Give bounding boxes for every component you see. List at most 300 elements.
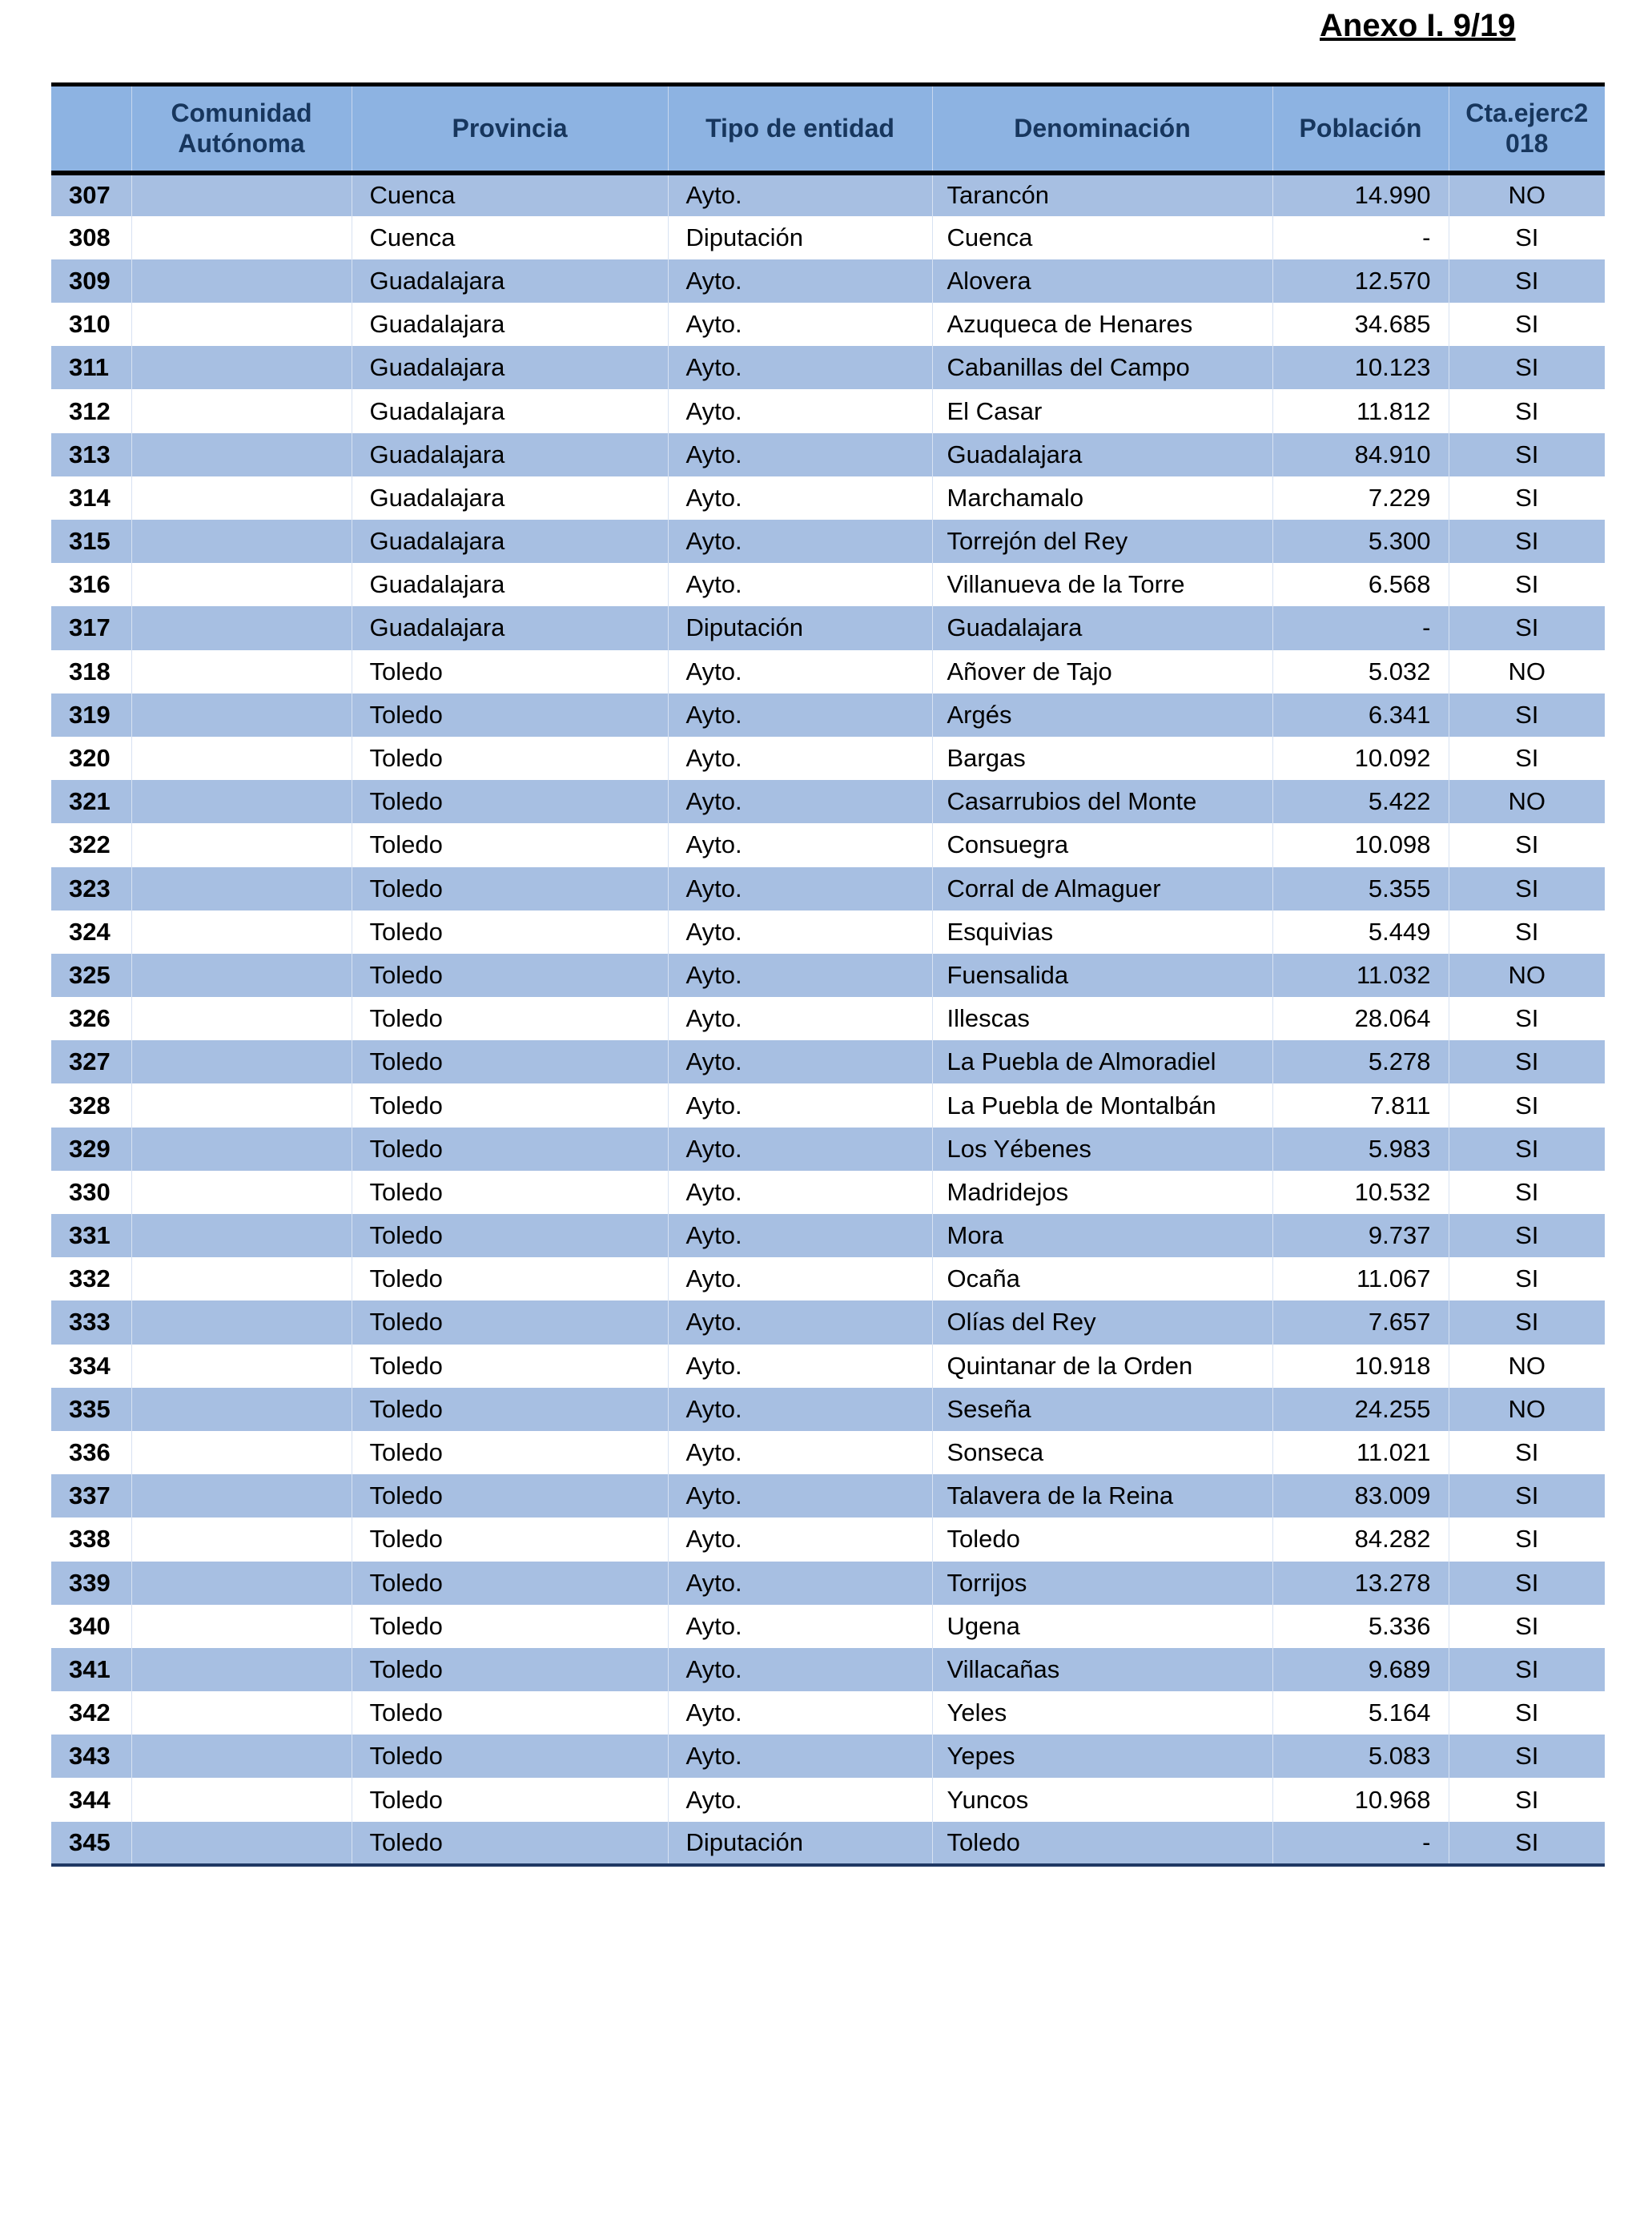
header-poblacion: Población [1272, 85, 1449, 173]
cell-denominacion: Villacañas [932, 1648, 1272, 1691]
cell-provincia: Toledo [352, 1605, 668, 1648]
cell-number: 331 [51, 1214, 131, 1257]
cell-comunidad [131, 520, 352, 563]
table-header [51, 85, 1605, 173]
cell-poblacion: 5.336 [1272, 1605, 1449, 1648]
cell-denominacion: Azuqueca de Henares [932, 303, 1272, 346]
cell-comunidad [131, 1735, 352, 1778]
cell-number: 326 [51, 997, 131, 1040]
cell-cta-ejercicio: SI [1449, 693, 1605, 737]
cell-number: 320 [51, 737, 131, 780]
table-row [51, 867, 1605, 911]
cell-denominacion: Toledo [932, 1822, 1272, 1865]
cell-denominacion: Yeles [932, 1691, 1272, 1735]
cell-poblacion: 34.685 [1272, 303, 1449, 346]
cell-number: 312 [51, 389, 131, 432]
table-row [51, 1474, 1605, 1518]
cell-poblacion: 10.532 [1272, 1171, 1449, 1214]
header-tipo-entidad: Tipo de entidad [668, 85, 932, 173]
table-row [51, 1300, 1605, 1344]
table-row [51, 433, 1605, 476]
cell-poblacion: 6.341 [1272, 693, 1449, 737]
cell-poblacion: - [1272, 216, 1449, 259]
cell-denominacion: Olías del Rey [932, 1300, 1272, 1344]
cell-provincia: Guadalajara [352, 259, 668, 303]
cell-provincia: Toledo [352, 997, 668, 1040]
cell-denominacion: Argés [932, 693, 1272, 737]
cell-comunidad [131, 1605, 352, 1648]
header-cta-ejercicio: Cta.ejerc2 018 [1449, 85, 1605, 173]
cell-comunidad [131, 216, 352, 259]
cell-tipo-entidad: Ayto. [668, 563, 932, 606]
cell-provincia: Toledo [352, 1735, 668, 1778]
cell-comunidad [131, 1040, 352, 1083]
cell-number: 338 [51, 1518, 131, 1561]
cell-cta-ejercicio: SI [1449, 606, 1605, 649]
cell-poblacion: 5.355 [1272, 867, 1449, 911]
table-row [51, 520, 1605, 563]
cell-poblacion: 7.811 [1272, 1083, 1449, 1127]
table-row [51, 1691, 1605, 1735]
cell-poblacion: 5.422 [1272, 780, 1449, 823]
cell-provincia: Guadalajara [352, 563, 668, 606]
cell-tipo-entidad: Ayto. [668, 1345, 932, 1388]
table-row [51, 954, 1605, 997]
cell-poblacion: 5.300 [1272, 520, 1449, 563]
cell-poblacion: 11.021 [1272, 1431, 1449, 1474]
cell-poblacion: 28.064 [1272, 997, 1449, 1040]
cell-tipo-entidad: Ayto. [668, 389, 932, 432]
cell-number: 314 [51, 476, 131, 520]
cell-number: 329 [51, 1128, 131, 1171]
cell-provincia: Toledo [352, 911, 668, 954]
cell-poblacion: 13.278 [1272, 1562, 1449, 1605]
cell-denominacion: Los Yébenes [932, 1128, 1272, 1171]
cell-number: 345 [51, 1822, 131, 1865]
cell-comunidad [131, 1214, 352, 1257]
table-row [51, 1083, 1605, 1127]
cell-provincia: Toledo [352, 1128, 668, 1171]
cell-comunidad [131, 259, 352, 303]
cell-cta-ejercicio: SI [1449, 1518, 1605, 1561]
cell-poblacion: - [1272, 606, 1449, 649]
cell-cta-ejercicio: SI [1449, 1562, 1605, 1605]
cell-tipo-entidad: Ayto. [668, 911, 932, 954]
cell-comunidad [131, 1431, 352, 1474]
cell-number: 328 [51, 1083, 131, 1127]
cell-comunidad [131, 997, 352, 1040]
cell-poblacion: 12.570 [1272, 259, 1449, 303]
cell-poblacion: 7.229 [1272, 476, 1449, 520]
cell-tipo-entidad: Ayto. [668, 997, 932, 1040]
cell-provincia: Guadalajara [352, 346, 668, 389]
cell-cta-ejercicio: SI [1449, 1648, 1605, 1691]
table-row [51, 1345, 1605, 1388]
cell-cta-ejercicio: SI [1449, 1474, 1605, 1518]
table-row [51, 1040, 1605, 1083]
table-row [51, 1605, 1605, 1648]
cell-comunidad [131, 1345, 352, 1388]
cell-denominacion: Añover de Tajo [932, 650, 1272, 693]
cell-provincia: Toledo [352, 1562, 668, 1605]
cell-number: 336 [51, 1431, 131, 1474]
cell-tipo-entidad: Ayto. [668, 1605, 932, 1648]
cell-tipo-entidad: Ayto. [668, 1474, 932, 1518]
cell-denominacion: Alovera [932, 259, 1272, 303]
cell-tipo-entidad: Ayto. [668, 1735, 932, 1778]
cell-denominacion: Guadalajara [932, 606, 1272, 649]
cell-poblacion: - [1272, 1822, 1449, 1865]
cell-poblacion: 11.812 [1272, 389, 1449, 432]
table-row [51, 1518, 1605, 1561]
table-row [51, 1214, 1605, 1257]
cell-poblacion: 84.282 [1272, 1518, 1449, 1561]
cell-denominacion: Mora [932, 1214, 1272, 1257]
cell-provincia: Toledo [352, 1778, 668, 1821]
cell-number: 343 [51, 1735, 131, 1778]
cell-comunidad [131, 433, 352, 476]
cell-denominacion: Villanueva de la Torre [932, 563, 1272, 606]
cell-comunidad [131, 650, 352, 693]
cell-comunidad [131, 476, 352, 520]
cell-poblacion: 83.009 [1272, 1474, 1449, 1518]
cell-provincia: Toledo [352, 1257, 668, 1300]
cell-poblacion: 5.083 [1272, 1735, 1449, 1778]
cell-denominacion: Ugena [932, 1605, 1272, 1648]
table-row [51, 737, 1605, 780]
cell-provincia: Guadalajara [352, 433, 668, 476]
cell-cta-ejercicio: NO [1449, 650, 1605, 693]
cell-poblacion: 10.918 [1272, 1345, 1449, 1388]
cell-provincia: Toledo [352, 1345, 668, 1388]
header-row [51, 85, 1605, 173]
cell-tipo-entidad: Ayto. [668, 823, 932, 866]
cell-tipo-entidad: Ayto. [668, 1431, 932, 1474]
cell-denominacion: Sonseca [932, 1431, 1272, 1474]
cell-number: 327 [51, 1040, 131, 1083]
cell-number: 318 [51, 650, 131, 693]
cell-comunidad [131, 1822, 352, 1865]
table-row [51, 259, 1605, 303]
header-comunidad: Comunidad Autónoma [131, 85, 352, 173]
cell-denominacion: Torrijos [932, 1562, 1272, 1605]
cell-denominacion: Yuncos [932, 1778, 1272, 1821]
cell-comunidad [131, 346, 352, 389]
cell-number: 311 [51, 346, 131, 389]
cell-number: 308 [51, 216, 131, 259]
cell-comunidad [131, 1300, 352, 1344]
cell-cta-ejercicio: SI [1449, 1431, 1605, 1474]
cell-cta-ejercicio: SI [1449, 737, 1605, 780]
cell-provincia: Toledo [352, 693, 668, 737]
table-row [51, 823, 1605, 866]
table-row [51, 997, 1605, 1040]
cell-cta-ejercicio: SI [1449, 1040, 1605, 1083]
cell-cta-ejercicio: SI [1449, 1691, 1605, 1735]
cell-comunidad [131, 780, 352, 823]
cell-denominacion: Bargas [932, 737, 1272, 780]
cell-cta-ejercicio: NO [1449, 954, 1605, 997]
cell-tipo-entidad: Ayto. [668, 867, 932, 911]
cell-comunidad [131, 1778, 352, 1821]
cell-comunidad [131, 1648, 352, 1691]
cell-number: 342 [51, 1691, 131, 1735]
cell-tipo-entidad: Ayto. [668, 1691, 932, 1735]
table-row [51, 1257, 1605, 1300]
cell-tipo-entidad: Diputación [668, 1822, 932, 1865]
cell-tipo-entidad: Ayto. [668, 780, 932, 823]
cell-poblacion: 9.689 [1272, 1648, 1449, 1691]
table-row [51, 693, 1605, 737]
cell-number: 332 [51, 1257, 131, 1300]
table-row [51, 606, 1605, 649]
cell-provincia: Toledo [352, 737, 668, 780]
cell-comunidad [131, 1171, 352, 1214]
table-row [51, 303, 1605, 346]
cell-provincia: Toledo [352, 1214, 668, 1257]
cell-poblacion: 7.657 [1272, 1300, 1449, 1344]
cell-tipo-entidad: Ayto. [668, 1778, 932, 1821]
cell-comunidad [131, 1518, 352, 1561]
cell-poblacion: 6.568 [1272, 563, 1449, 606]
cell-comunidad [131, 954, 352, 997]
cell-poblacion: 10.092 [1272, 737, 1449, 780]
table-row [51, 173, 1605, 216]
cell-provincia: Cuenca [352, 216, 668, 259]
cell-tipo-entidad: Ayto. [668, 1388, 932, 1431]
cell-cta-ejercicio: SI [1449, 1735, 1605, 1778]
cell-provincia: Toledo [352, 780, 668, 823]
table-row [51, 563, 1605, 606]
cell-cta-ejercicio: SI [1449, 389, 1605, 432]
cell-tipo-entidad: Ayto. [668, 954, 932, 997]
entities-table [51, 82, 1605, 1867]
cell-denominacion: Quintanar de la Orden [932, 1345, 1272, 1388]
cell-tipo-entidad: Ayto. [668, 520, 932, 563]
cell-tipo-entidad: Ayto. [668, 1083, 932, 1127]
cell-comunidad [131, 303, 352, 346]
cell-number: 315 [51, 520, 131, 563]
cell-cta-ejercicio: SI [1449, 823, 1605, 866]
cell-number: 341 [51, 1648, 131, 1691]
cell-tipo-entidad: Diputación [668, 606, 932, 649]
cell-denominacion: Tarancón [932, 173, 1272, 216]
cell-denominacion: Illescas [932, 997, 1272, 1040]
cell-provincia: Toledo [352, 823, 668, 866]
cell-cta-ejercicio: SI [1449, 911, 1605, 954]
cell-number: 337 [51, 1474, 131, 1518]
cell-tipo-entidad: Ayto. [668, 1257, 932, 1300]
table-row [51, 650, 1605, 693]
cell-cta-ejercicio: SI [1449, 563, 1605, 606]
header-provincia: Provincia [352, 85, 668, 173]
table-row [51, 1171, 1605, 1214]
cell-comunidad [131, 823, 352, 866]
cell-denominacion: Toledo [932, 1518, 1272, 1561]
cell-denominacion: El Casar [932, 389, 1272, 432]
cell-comunidad [131, 1257, 352, 1300]
cell-tipo-entidad: Ayto. [668, 346, 932, 389]
cell-poblacion: 5.164 [1272, 1691, 1449, 1735]
table-row [51, 216, 1605, 259]
cell-provincia: Toledo [352, 1518, 668, 1561]
cell-number: 324 [51, 911, 131, 954]
cell-poblacion: 5.032 [1272, 650, 1449, 693]
annex-page-title: Anexo I. 9/19 [1320, 8, 1516, 43]
cell-tipo-entidad: Ayto. [668, 1128, 932, 1171]
cell-poblacion: 84.910 [1272, 433, 1449, 476]
cell-number: 335 [51, 1388, 131, 1431]
header-number [51, 85, 131, 173]
cell-cta-ejercicio: SI [1449, 1605, 1605, 1648]
cell-denominacion: Esquivias [932, 911, 1272, 954]
cell-provincia: Toledo [352, 1040, 668, 1083]
cell-number: 310 [51, 303, 131, 346]
cell-cta-ejercicio: SI [1449, 216, 1605, 259]
cell-poblacion: 5.983 [1272, 1128, 1449, 1171]
cell-denominacion: Talavera de la Reina [932, 1474, 1272, 1518]
cell-tipo-entidad: Ayto. [668, 1562, 932, 1605]
cell-tipo-entidad: Ayto. [668, 1214, 932, 1257]
cell-tipo-entidad: Ayto. [668, 433, 932, 476]
cell-denominacion: Cuenca [932, 216, 1272, 259]
cell-denominacion: Consuegra [932, 823, 1272, 866]
cell-number: 316 [51, 563, 131, 606]
cell-tipo-entidad: Ayto. [668, 303, 932, 346]
table-body [51, 173, 1605, 1865]
cell-comunidad [131, 606, 352, 649]
cell-number: 333 [51, 1300, 131, 1344]
cell-cta-ejercicio: SI [1449, 433, 1605, 476]
cell-comunidad [131, 737, 352, 780]
cell-tipo-entidad: Ayto. [668, 693, 932, 737]
cell-provincia: Toledo [352, 867, 668, 911]
cell-poblacion: 10.123 [1272, 346, 1449, 389]
cell-tipo-entidad: Ayto. [668, 1518, 932, 1561]
table-row [51, 346, 1605, 389]
cell-cta-ejercicio: SI [1449, 1214, 1605, 1257]
cell-tipo-entidad: Ayto. [668, 1171, 932, 1214]
cell-comunidad [131, 389, 352, 432]
cell-denominacion: Corral de Almaguer [932, 867, 1272, 911]
cell-denominacion: Ocaña [932, 1257, 1272, 1300]
cell-number: 334 [51, 1345, 131, 1388]
table-row [51, 1128, 1605, 1171]
cell-comunidad [131, 1562, 352, 1605]
table-row [51, 1388, 1605, 1431]
cell-number: 325 [51, 954, 131, 997]
table-row [51, 1648, 1605, 1691]
cell-comunidad [131, 911, 352, 954]
cell-number: 323 [51, 867, 131, 911]
cell-tipo-entidad: Ayto. [668, 1040, 932, 1083]
cell-provincia: Cuenca [352, 173, 668, 216]
cell-provincia: Toledo [352, 650, 668, 693]
cell-comunidad [131, 867, 352, 911]
cell-cta-ejercicio: SI [1449, 1171, 1605, 1214]
cell-provincia: Guadalajara [352, 303, 668, 346]
table-row [51, 1735, 1605, 1778]
cell-provincia: Toledo [352, 1300, 668, 1344]
cell-provincia: Toledo [352, 1474, 668, 1518]
cell-comunidad [131, 1388, 352, 1431]
cell-poblacion: 24.255 [1272, 1388, 1449, 1431]
cell-poblacion: 5.449 [1272, 911, 1449, 954]
cell-number: 322 [51, 823, 131, 866]
cell-comunidad [131, 1128, 352, 1171]
cell-provincia: Toledo [352, 1388, 668, 1431]
cell-denominacion: Torrejón del Rey [932, 520, 1272, 563]
cell-cta-ejercicio: NO [1449, 173, 1605, 216]
cell-cta-ejercicio: SI [1449, 1257, 1605, 1300]
cell-tipo-entidad: Ayto. [668, 650, 932, 693]
cell-cta-ejercicio: NO [1449, 1388, 1605, 1431]
cell-cta-ejercicio: SI [1449, 1822, 1605, 1865]
table-row [51, 476, 1605, 520]
table-row [51, 389, 1605, 432]
cell-provincia: Toledo [352, 1648, 668, 1691]
cell-tipo-entidad: Ayto. [668, 476, 932, 520]
cell-provincia: Toledo [352, 954, 668, 997]
cell-cta-ejercicio: NO [1449, 1345, 1605, 1388]
cell-poblacion: 10.968 [1272, 1778, 1449, 1821]
cell-cta-ejercicio: SI [1449, 346, 1605, 389]
cell-cta-ejercicio: SI [1449, 520, 1605, 563]
cell-provincia: Guadalajara [352, 476, 668, 520]
table-row [51, 780, 1605, 823]
cell-number: 339 [51, 1562, 131, 1605]
cell-denominacion: Madridejos [932, 1171, 1272, 1214]
cell-provincia: Guadalajara [352, 389, 668, 432]
cell-cta-ejercicio: NO [1449, 780, 1605, 823]
cell-cta-ejercicio: SI [1449, 476, 1605, 520]
table-row [51, 1822, 1605, 1865]
cell-denominacion: Casarrubios del Monte [932, 780, 1272, 823]
cell-denominacion: La Puebla de Almoradiel [932, 1040, 1272, 1083]
cell-comunidad [131, 563, 352, 606]
cell-denominacion: Cabanillas del Campo [932, 346, 1272, 389]
cell-tipo-entidad: Ayto. [668, 1300, 932, 1344]
cell-tipo-entidad: Ayto. [668, 1648, 932, 1691]
table-row [51, 1431, 1605, 1474]
cell-tipo-entidad: Diputación [668, 216, 932, 259]
cell-comunidad [131, 1083, 352, 1127]
cell-tipo-entidad: Ayto. [668, 173, 932, 216]
cell-cta-ejercicio: SI [1449, 1128, 1605, 1171]
cell-poblacion: 5.278 [1272, 1040, 1449, 1083]
header-denominacion: Denominación [932, 85, 1272, 173]
cell-number: 344 [51, 1778, 131, 1821]
cell-denominacion: Fuensalida [932, 954, 1272, 997]
cell-cta-ejercicio: SI [1449, 259, 1605, 303]
cell-provincia: Guadalajara [352, 520, 668, 563]
cell-denominacion: Guadalajara [932, 433, 1272, 476]
cell-cta-ejercicio: SI [1449, 1778, 1605, 1821]
cell-poblacion: 11.032 [1272, 954, 1449, 997]
cell-provincia: Toledo [352, 1431, 668, 1474]
cell-comunidad [131, 173, 352, 216]
cell-poblacion: 10.098 [1272, 823, 1449, 866]
cell-comunidad [131, 1474, 352, 1518]
cell-number: 340 [51, 1605, 131, 1648]
cell-number: 319 [51, 693, 131, 737]
cell-provincia: Toledo [352, 1822, 668, 1865]
cell-cta-ejercicio: SI [1449, 867, 1605, 911]
cell-denominacion: Yepes [932, 1735, 1272, 1778]
cell-number: 313 [51, 433, 131, 476]
cell-provincia: Guadalajara [352, 606, 668, 649]
table-row [51, 1562, 1605, 1605]
